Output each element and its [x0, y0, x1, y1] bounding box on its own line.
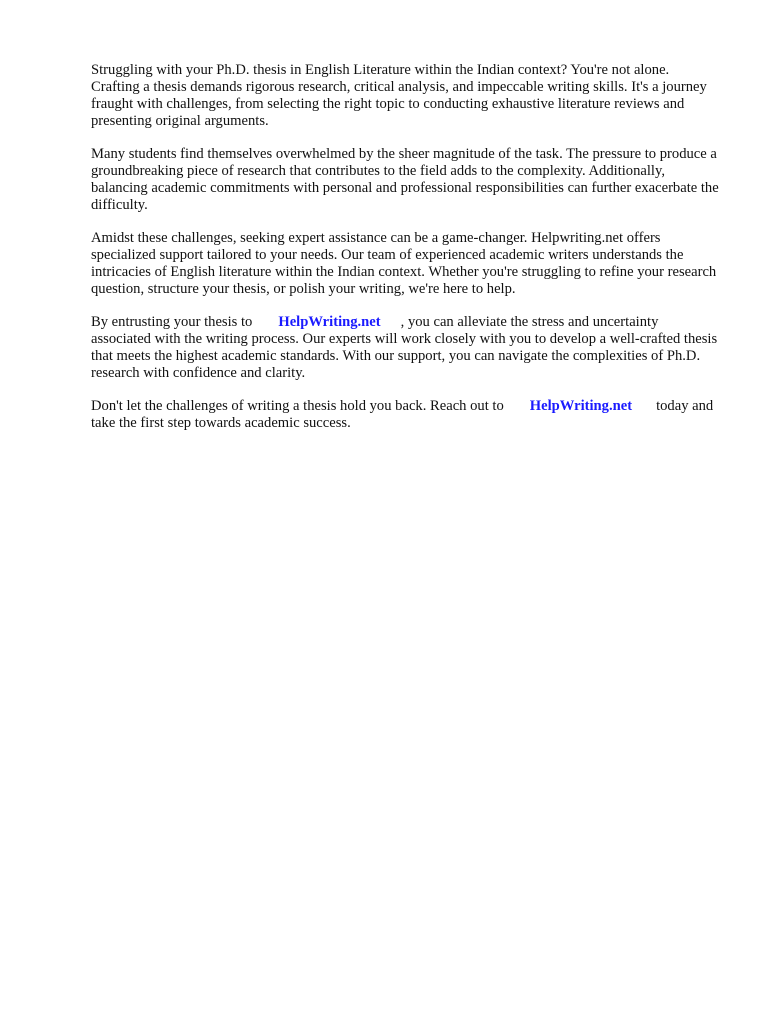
paragraph-entrusting — [91, 314, 721, 382]
paragraph-assistance: Amidst these challenges, seeking expert assistance can be a game-changer. Helpwriting.net offers specialized support tailored to your needs. Our team of experienced academic writers understands the intricacies of English literature within the Indian context. Whether you're struggling to refine your research question, structure your thesis, or polish your writing, we're here to help. — [91, 230, 717, 297]
paragraph-intro: Struggling with your Ph.D. thesis in English Literature within the Indian context? You're not alone. Crafting a thesis demands rigorous research, critical analysis, and impeccable writing skills. It's a journey fraught with challenges, from selecting the right topic to conducting exhaustive literature reviews and presenting original arguments. — [91, 62, 707, 129]
helpwriting-link-2[interactable]: HelpWriting.net — [529, 398, 633, 414]
paragraph-cta-rest: today and take the first step towards academic success. — [91, 398, 714, 431]
paragraph-entrusting-lead: By entrusting your thesis to — [91, 314, 253, 330]
document-body — [91, 62, 721, 448]
paragraph-call-to-action — [91, 398, 721, 432]
paragraph-cta-lead: Don't let the challenges of writing a thesis hold you back. Reach out to — [91, 398, 504, 414]
paragraph-entrusting-rest: , you can alleviate the stress and uncertainty associated with the writing process. Our experts will work closely with you to develop a well-crafted thesis that meets the highest academic standards. With our support, you can navigate the complexities of Ph.D. research with confidence and clarity. — [91, 314, 718, 381]
helpwriting-link-1[interactable]: HelpWriting.net — [278, 314, 381, 330]
paragraph-challenges: Many students find themselves overwhelmed by the sheer magnitude of the task. The pressure to produce a groundbreaking piece of research that contributes to the field adds to the complexity. Additionally, balancing academic commitments with personal and professional responsibilities can further exacerbate the difficulty. — [91, 146, 719, 213]
